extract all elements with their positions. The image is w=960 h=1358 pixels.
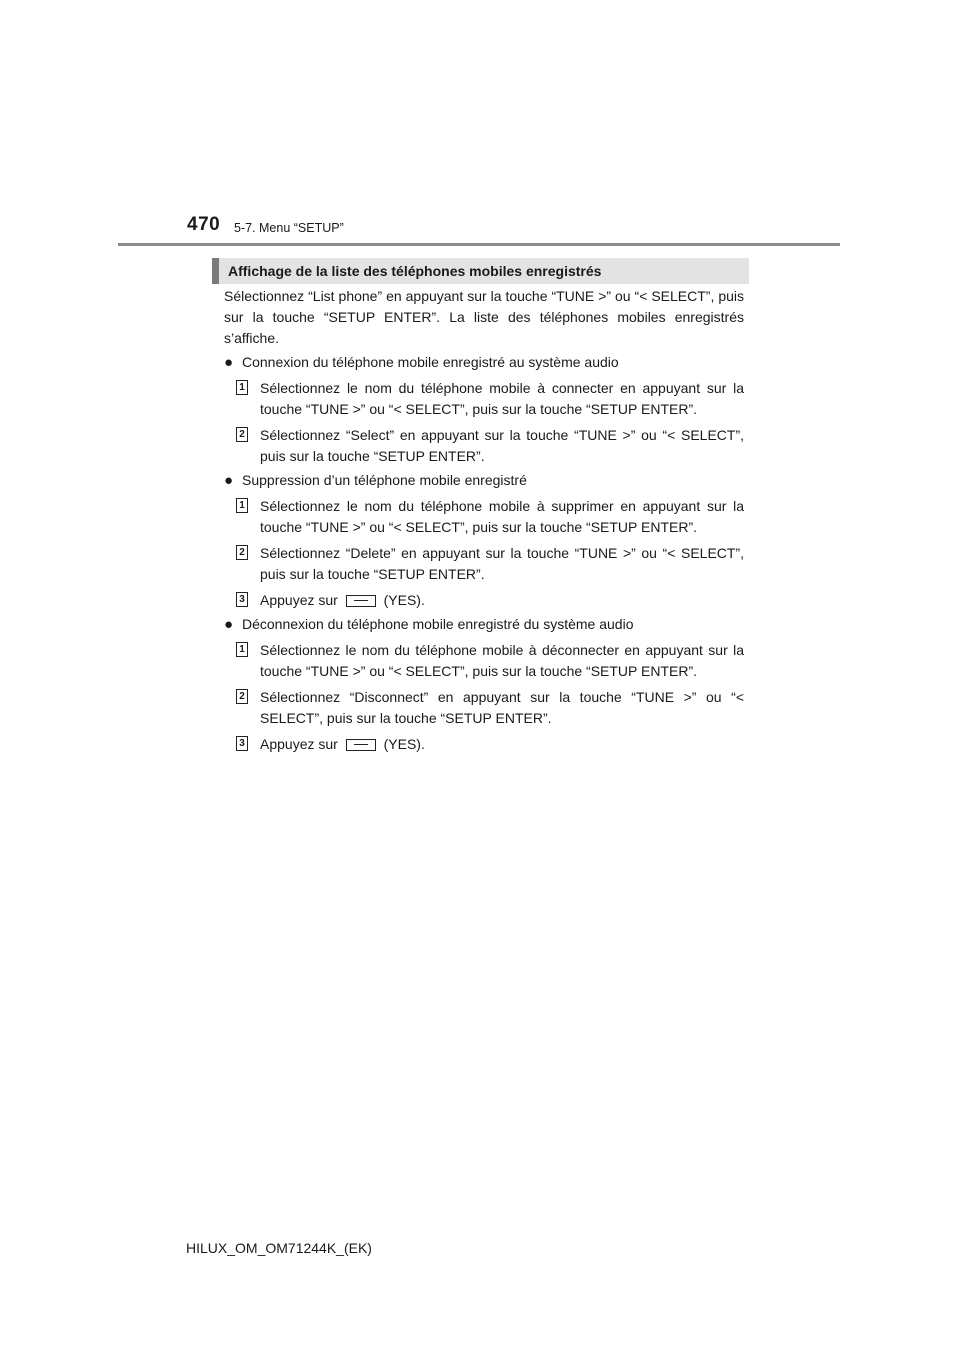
bullet-icon: ●: [224, 354, 234, 371]
step-item: [224, 687, 744, 729]
step-text: Sélectionnez “Disconnect” en appuyant sur la touche “TUNE >” ou “< SELECT”, puis sur la touche “SETUP ENTER”.: [260, 689, 744, 726]
button-icon: [346, 595, 376, 607]
bullet-icon: ●: [224, 616, 234, 633]
step-item: [224, 590, 744, 611]
step-item: [224, 425, 744, 467]
step-item: [224, 378, 744, 420]
step-number: 3: [236, 736, 248, 751]
step-text-pre: Appuyez sur: [260, 592, 338, 608]
step-number: 3: [236, 592, 248, 607]
intro-paragraph: Sélectionnez “List phone” en appuyant sur la touche “TUNE >” ou “< SELECT”, puis sur la touche “SETUP ENTER”. La liste des téléphones mobiles enregistrés s’affiche.: [224, 288, 744, 346]
step-text: [260, 590, 744, 611]
step-item: [224, 734, 744, 755]
step-number: 1: [236, 642, 248, 657]
header-divider: [118, 243, 840, 246]
step-text: Sélectionnez “Select” en appuyant sur la touche “TUNE >” ou “< SELECT”, puis sur la touche “SETUP ENTER”.: [260, 427, 744, 464]
step-text: Sélectionnez le nom du téléphone mobile à connecter en appuyant sur la touche “TUNE >” ou “< SELECT”, puis sur la touche “SETUP ENTER”.: [260, 380, 744, 417]
step-item: [224, 543, 744, 585]
step-number: 1: [236, 380, 248, 395]
step-text: Sélectionnez le nom du téléphone mobile à supprimer en appuyant sur la touche “TUNE >” ou “< SELECT”, puis sur la touche “SETUP ENTER”.: [260, 498, 744, 535]
step-text-post: (YES).: [383, 592, 425, 608]
step-text-pre: Appuyez sur: [260, 736, 338, 752]
bullet-item: [224, 352, 744, 373]
chapter-title: 5-7. Menu “SETUP”: [234, 221, 344, 235]
step-text: Sélectionnez le nom du téléphone mobile à déconnecter en appuyant sur la touche “TUNE >” ou “< SELECT”, puis sur la touche “SETUP ENTER”.: [260, 642, 744, 679]
step-number: 2: [236, 427, 248, 442]
step-number: 2: [236, 545, 248, 560]
step-item: [224, 496, 744, 538]
step-item: [224, 640, 744, 682]
button-icon: [346, 739, 376, 751]
document-code: HILUX_OM_OM71244K_(EK): [186, 1240, 372, 1256]
step-text-post: (YES).: [383, 736, 425, 752]
page-number: 470: [187, 214, 221, 235]
bullet-text: Connexion du téléphone mobile enregistré au système audio: [242, 354, 619, 370]
bullet-text: Suppression d’un téléphone mobile enregistré: [242, 472, 527, 488]
step-text: Sélectionnez “Delete” en appuyant sur la touche “TUNE >” ou “< SELECT”, puis sur la touche “SETUP ENTER”.: [260, 545, 744, 582]
bullet-icon: ●: [224, 472, 234, 489]
step-number: 1: [236, 498, 248, 513]
bullet-item: [224, 614, 744, 635]
step-text: [260, 734, 744, 755]
content-body: [224, 286, 744, 755]
step-number: 2: [236, 689, 248, 704]
section-header: Affichage de la liste des téléphones mobiles enregistrés: [212, 258, 749, 284]
bullet-text: Déconnexion du téléphone mobile enregistré du système audio: [242, 616, 634, 632]
bullet-item: [224, 470, 744, 491]
